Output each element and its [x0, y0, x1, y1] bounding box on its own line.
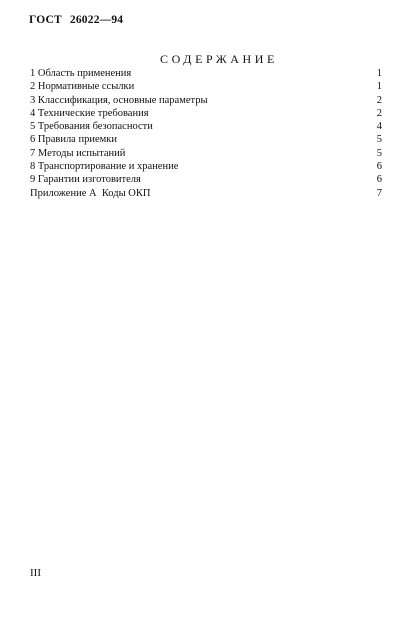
- toc-entry-page: 1: [376, 68, 382, 79]
- toc-entry-4: [30, 107, 382, 120]
- standard-label: ГОСТ: [29, 14, 62, 26]
- toc-entry-label: Приложение А Коды ОКП: [30, 187, 151, 199]
- toc-entry-page: 2: [376, 94, 382, 106]
- toc-entry-2: [30, 80, 382, 93]
- toc-entry-label: 8 Транспортирование и хранение: [30, 161, 179, 173]
- toc-entry-page: 4: [376, 121, 382, 133]
- toc-entry-label: 6 Правила приемки: [30, 134, 117, 146]
- toc-entry-3: [30, 94, 382, 107]
- toc-entry-label: 7 Методы испытаний: [30, 147, 126, 159]
- standard-number: 26022—94: [69, 14, 124, 26]
- table-of-contents: [30, 67, 382, 200]
- toc-entry-label: 4 Технические требования: [30, 107, 149, 119]
- toc-entry-label: 1 Область применения: [30, 68, 132, 79]
- toc-entry-label: 9 Гарантии изготовителя: [30, 174, 141, 186]
- toc-entry-9: [30, 173, 382, 186]
- toc-entry-page: 7: [376, 187, 382, 199]
- toc-entry-appendix-a: [30, 187, 382, 200]
- toc-entry-6: [30, 133, 382, 146]
- document-header: [29, 14, 123, 26]
- toc-entry-page: 1: [376, 81, 382, 93]
- toc-entry-7: [30, 147, 382, 160]
- toc-title: СОДЕРЖАНИЕ: [160, 52, 278, 66]
- toc-entry-label: 3 Классификация, основные параметры: [30, 94, 208, 106]
- toc-entry-page: 5: [376, 134, 382, 146]
- toc-entry-1: [30, 67, 382, 80]
- page-number: III: [30, 567, 41, 579]
- toc-entry-label: 5 Требования безопасности: [30, 121, 153, 133]
- toc-entry-page: 6: [376, 174, 382, 186]
- toc-entry-label: 2 Нормативные ссылки: [30, 81, 135, 93]
- toc-entry-8: [30, 160, 382, 173]
- toc-entry-5: [30, 120, 382, 133]
- toc-entry-page: 6: [376, 161, 382, 173]
- toc-entry-page: 5: [376, 147, 382, 159]
- toc-entry-page: 2: [376, 107, 382, 119]
